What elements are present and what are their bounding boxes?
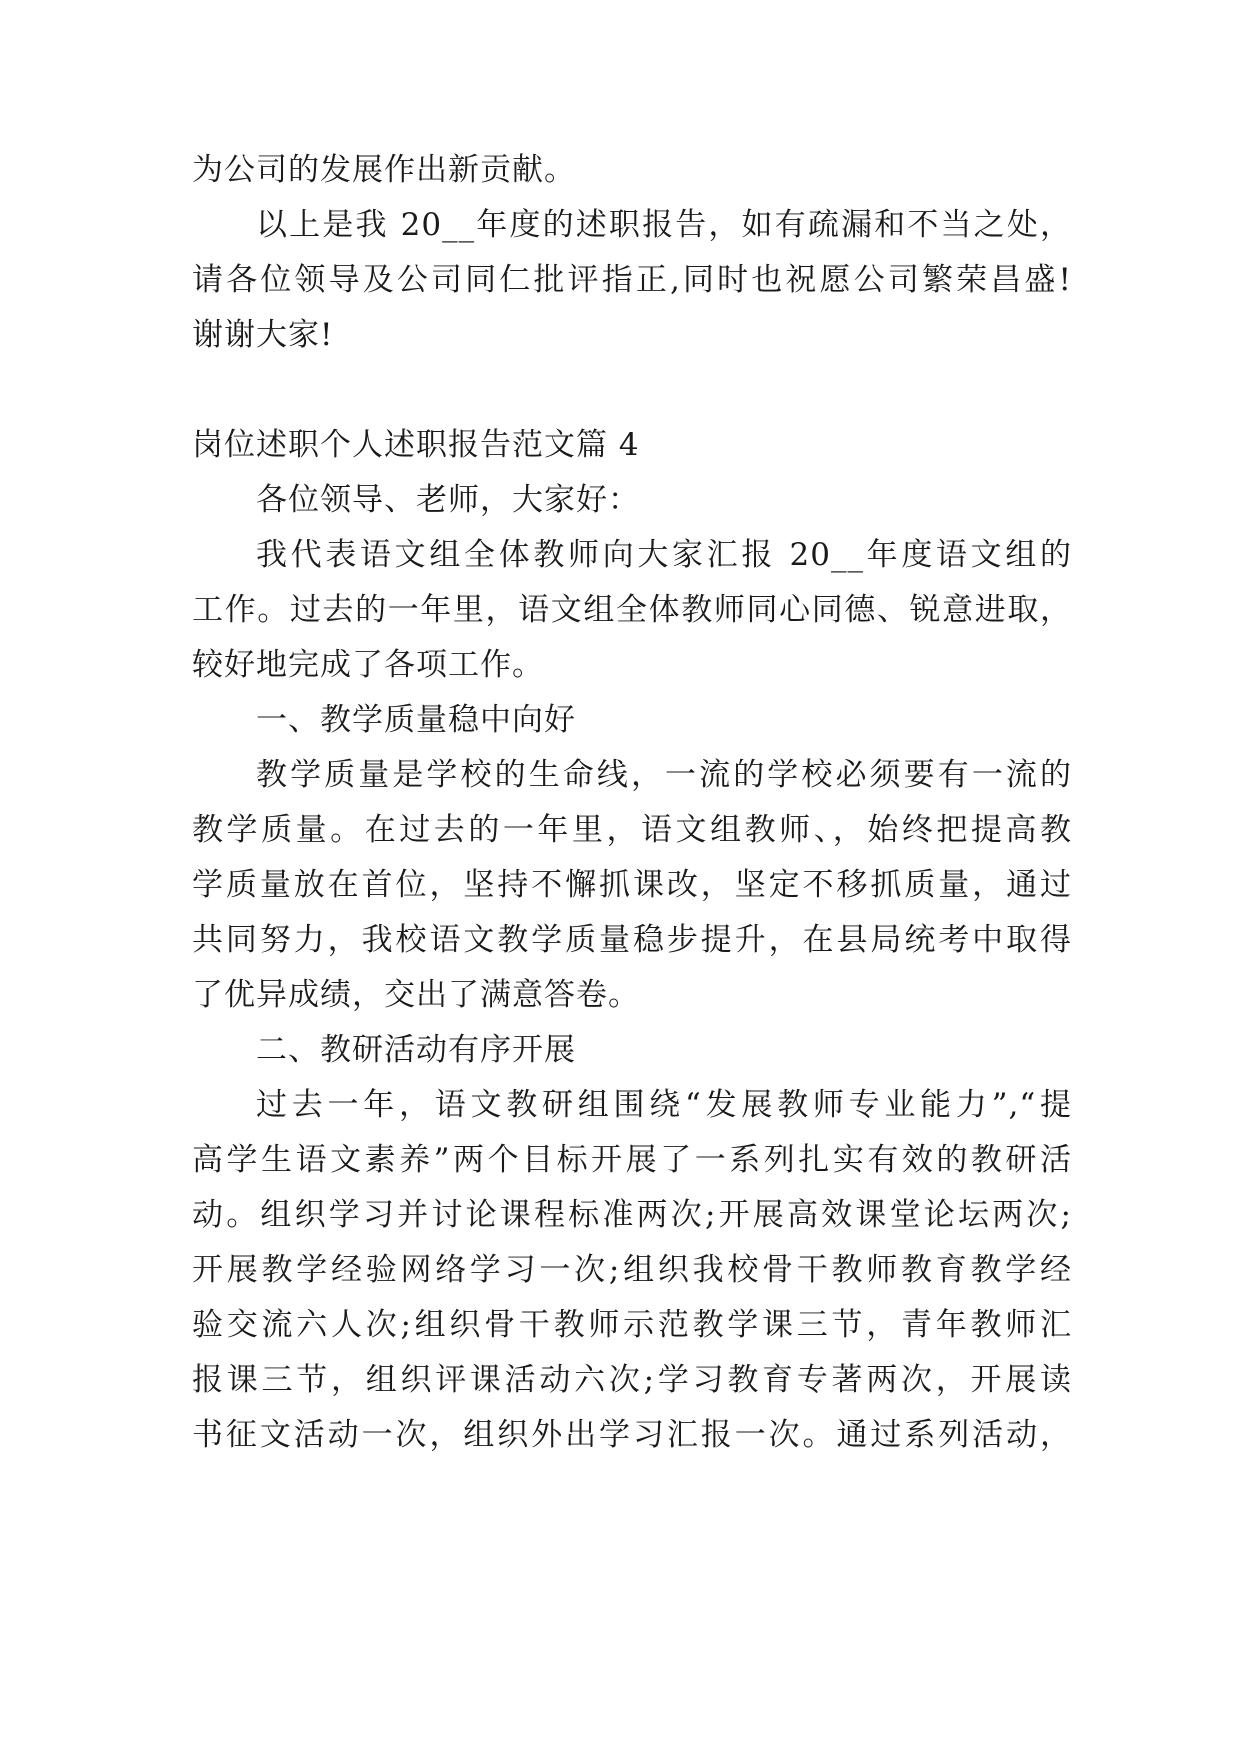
paragraph-line: 谢谢大家! (192, 317, 334, 353)
paragraph-line: 请各位领导及公司同仁批评指正,同时也祝愿公司繁荣昌盛! (192, 262, 1072, 298)
paragraph-line: 验交流六人次;组织骨干教师示范教学课三节，青年教师汇 (192, 1307, 1072, 1343)
paragraph-line: 较好地完成了各项工作。 (192, 647, 544, 683)
paragraph-line: 我代表语文组全体教师向大家汇报 20__年度语文组的 (256, 537, 1072, 573)
subheading: 一、教学质量稳中向好 (256, 702, 576, 738)
paragraph-line: 动。组织学习并讨论课程标准两次;开展高效课堂论坛两次; (192, 1197, 1072, 1233)
paragraph-line: 共同努力，我校语文教学质量稳步提升，在县局统考中取得 (192, 922, 1072, 958)
section-heading: 岗位述职个人述职报告范文篇 4 (192, 427, 640, 463)
paragraph-line: 报课三节，组织评课活动六次;学习教育专著两次，开展读 (192, 1362, 1072, 1398)
paragraph-line: 教学质量是学校的生命线，一流的学校必须要有一流的 (256, 757, 1072, 793)
paragraph-line: 开展教学经验网络学习一次;组织我校骨干教师教育教学经 (192, 1252, 1072, 1288)
paragraph-line: 各位领导、老师，大家好： (256, 482, 640, 518)
subheading: 二、教研活动有序开展 (256, 1032, 576, 1068)
paragraph-line: 过去一年，语文教研组围绕“发展教师专业能力”,“提 (256, 1087, 1072, 1123)
paragraph-line: 为公司的发展作出新贡献。 (192, 152, 576, 188)
paragraph-line: 学质量放在首位，坚持不懈抓课改，坚定不移抓质量，通过 (192, 867, 1072, 903)
paragraph-line: 高学生语文素养”两个目标开展了一系列扎实有效的教研活 (192, 1142, 1072, 1178)
paragraph-line: 工作。过去的一年里，语文组全体教师同心同德、锐意进取， (192, 592, 1072, 628)
paragraph-line: 教学质量。在过去的一年里，语文组教师、，始终把提高教 (192, 812, 1072, 848)
paragraph-line: 书征文活动一次，组织外出学习汇报一次。通过系列活动， (192, 1417, 1072, 1453)
paragraph-line: 以上是我 20__年度的述职报告，如有疏漏和不当之处， (256, 207, 1072, 243)
paragraph-line: 了优异成绩，交出了满意答卷。 (192, 977, 640, 1013)
